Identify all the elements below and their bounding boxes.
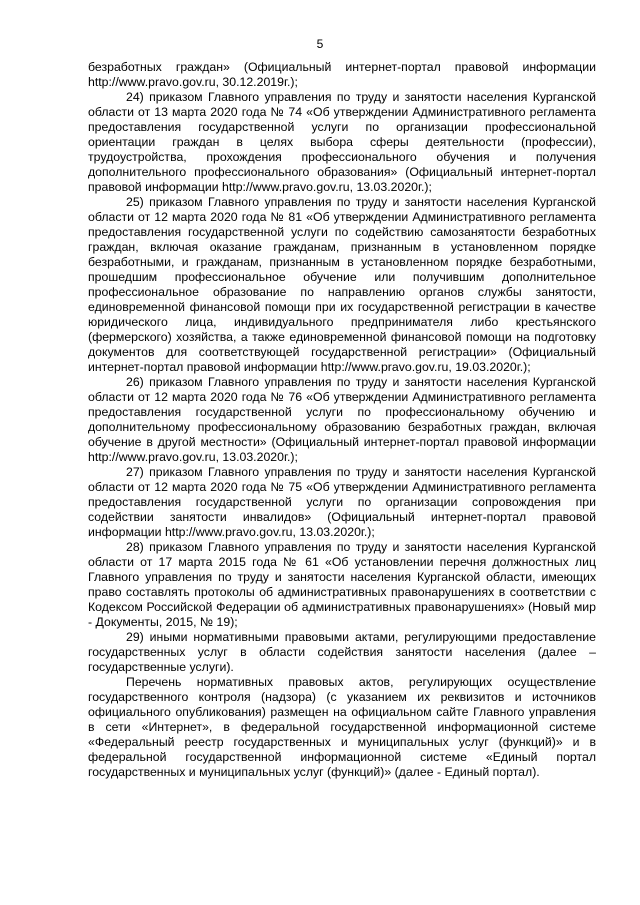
document-body [88,60,596,780]
paragraph: 24) приказом Главного управления по труду и занятости населения Курганской области от 13 марта 2020 года № 74 «Об утверждении Административного регламента предоставления государственной услуги по организации профессиональной ориентации граждан в целях выбора сферы деятельности (профессии), трудоустройства, прохождения профессионального обучения и получения дополнительного профессионального образования» (Официальный интернет-портал правовой информации http://www.pravo.gov.ru, 13.03.2020г.); [88,90,596,194]
paragraph: 29) иными нормативными правовыми актами, регулирующими предоставление государственных услуг в области содействия занятости населения (далее – государственные услуги). [88,630,596,674]
paragraph: 25) приказом Главного управления по труду и занятости населения Курганской области от 12 марта 2020 года № 81 «Об утверждении Административного регламента предоставления государственной услуги по содействию самозанятости безработных граждан, включая оказание гражданам, признанным в установленном порядке безработными, и гражданам, признанным в установленном порядке безработными, прошедшим профессиональное обучение или получившим дополнительное профессиональное образование по направлению органов службы занятости, единовременной финансовой помощи при их государственной регистрации в качестве юридического лица, индивидуального предпринимателя либо крестьянского (фермерского) хозяйства, а также единовременной финансовой помощи на подготовку документов для соответствующей государственной регистрации» (Официальный интернет-портал правовой информации http://www.pravo.gov.ru, 19.03.2020г.); [88,195,596,374]
paragraph: 28) приказом Главного управления по труду и занятости населения Курганской области от 17 марта 2015 года № 61 «Об установлении перечня должностных лиц Главного управления по труду и занятости населения Курганской области, имеющих право составлять протоколы об административных правонарушениях в соответствии с Кодексом Российской Федерации об административных правонарушениях» (Новый мир - Документы, 2015, № 19); [88,540,596,629]
paragraph: 27) приказом Главного управления по труду и занятости населения Курганской области от 12 марта 2020 года № 75 «Об утверждении Административного регламента предоставления государственной услуги по организации сопровождения при содействии занятости инвалидов» (Официальный интернет-портал правовой информации http://www.pravo.gov.ru, 13.03.2020г.); [88,465,596,539]
paragraph: безработных граждан» (Официальный интернет-портал правовой информации http://www.pravo.gov.ru, 30.12.2019г.); [88,60,596,89]
paragraph: 26) приказом Главного управления по труду и занятости населения Курганской области от 12 марта 2020 года № 76 «Об утверждении Административного регламента предоставления государственной услуги по профессиональному обучению и дополнительному профессиональному образованию безработных граждан, включая обучение в другой местности» (Официальный интернет-портал правовой информации http://www.pravo.gov.ru, 13.03.2020г.); [88,375,596,464]
page-number: 5 [316,37,324,51]
paragraph: Перечень нормативных правовых актов, регулирующих осуществление государственного контроля (надзора) (с указанием их реквизитов и источников официального опубликования) размещен на официальном сайте Главного управления в сети «Интернет», в федеральной государственной информационной системе «Федеральный реестр государственных и муниципальных услуг (функций)» и в федеральной государственной информационной системе «Единый портал государственных и муниципальных услуг (функций)» (далее - Единый портал). [88,675,596,779]
